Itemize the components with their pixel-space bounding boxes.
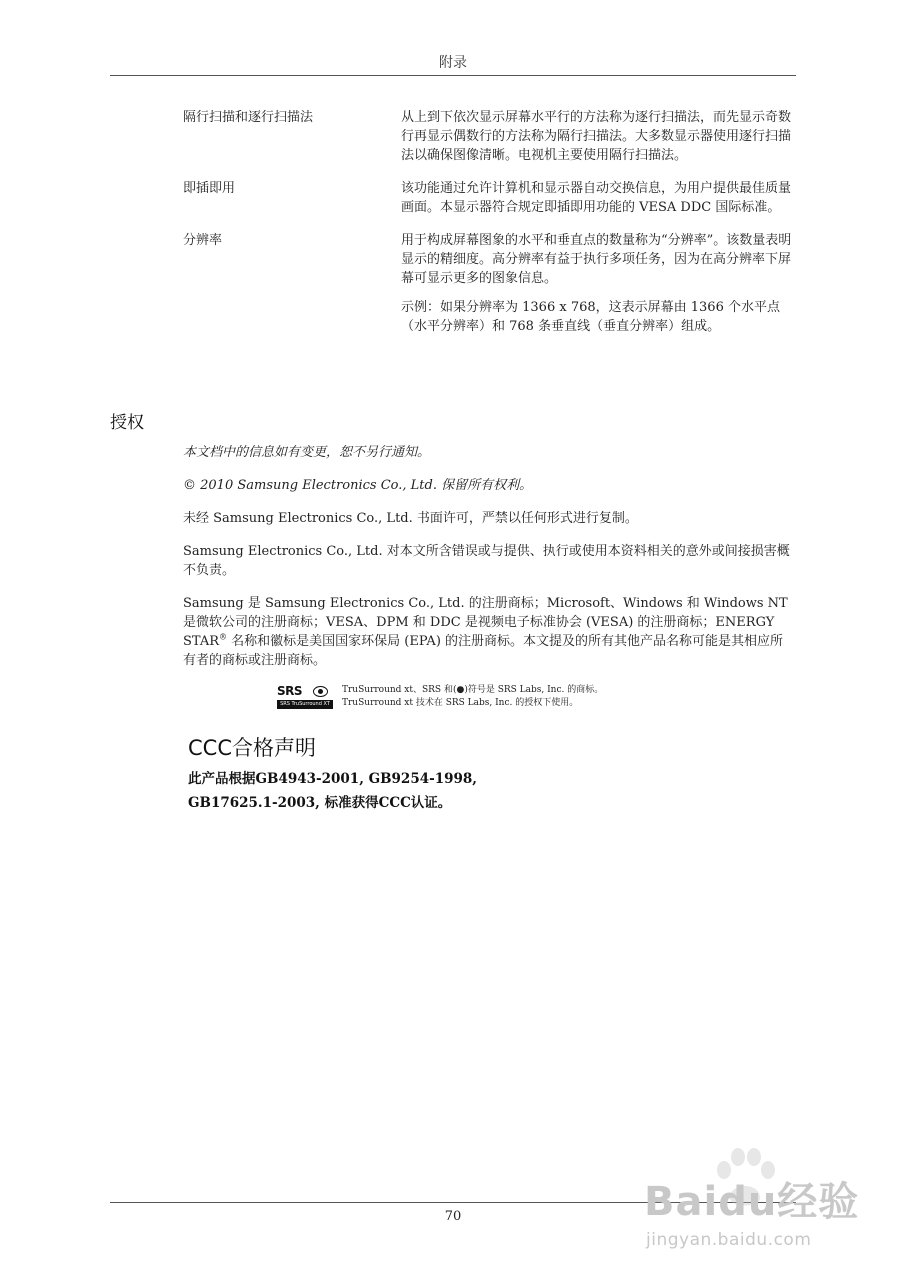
change-notice: 本文档中的信息如有变更，恕不另行通知。 [183,445,431,460]
glossary-entry-resolution [183,231,796,336]
glossary-term: 即插即用 [183,181,236,196]
srs-circle-icon [313,686,328,697]
trademark-text-1: Samsung 是 Samsung Electronics Co., Ltd. 的注册商标；Microsoft、Windows 和 Windows NT 是微软公司的注册商标；VESA、DPM 和 DDC 是视频电子标准协会 (VESA) 的注册商标；ENERGY STAR [183,596,788,649]
glossary-term: 分辨率 [183,233,223,248]
ccc-statement [188,767,588,815]
glossary-list [183,108,796,350]
trademark-notice [183,594,796,670]
definition-paragraph: 用于构成屏幕图象的水平和垂直点的数量称为“分辨率”。该数量表明显示的精细度。高分辨率有益于执行多项任务，因为在高分辨率下屏幕可显示更多的图象信息。 [401,233,792,286]
glossary-term: 隔行扫描和逐行扫描法 [183,110,314,125]
copyright-notice: © 2010 Samsung Electronics Co., Ltd. 保留所有权利。 [183,478,533,493]
ccc-heading: CCC合格声明 [188,736,316,760]
baidu-watermark [636,1148,866,1268]
definition-paragraph: 该功能通过允许计算机和显示器自动交换信息，为用户提供最佳质量画面。本显示器符合规定即插即用功能的 VESA DDC 国际标准。 [401,181,792,215]
reproduction-notice: 未经 Samsung Electronics Co., Ltd. 书面许可，严禁以任何形式进行复制。 [183,511,638,526]
glossary-definition [401,108,796,165]
srs-text [342,684,603,712]
definition-example: 示例：如果分辨率为 1366 x 768，这表示屏幕由 1366 个水平点（水平分辨率）和 768 条垂直线（垂直分辨率）组成。 [401,300,780,334]
license-heading: 授权 [110,413,144,433]
ccc-line-2: GB17625.1-2003, 标准获得CCC认证。 [188,795,452,811]
liability-notice: Samsung Electronics Co., Ltd. 对本文所含错误或与提供、执行或使用本资料相关的意外或间接损害概不负责。 [183,544,790,578]
definition-paragraph: 从上到下依次显示屏幕水平行的方法称为逐行扫描法，而先显示奇数行再显示偶数行的方法称为隔行扫描法。大多数显示器使用逐行扫描法以确保图像清晰。电视机主要使用隔行扫描法。 [401,110,792,163]
srs-logo-band: SRS TruSurround XT [277,700,333,709]
trademark-text-2: 名称和徽标是美国国家环保局 (EPA) 的注册商标。本文提及的所有其他产品名称可能是其相应所有者的商标或注册商标。 [183,634,784,668]
glossary-definition [401,179,796,217]
page-number: 70 [444,1209,462,1224]
srs-line-2: TruSurround xt 技术在 SRS Labs, Inc. 的授权下使用。 [342,698,579,708]
watermark-url: jingyan.baidu.com [646,1230,812,1250]
srs-notice [277,684,737,712]
header-divider [110,75,796,76]
glossary-entry-scan [183,108,796,165]
srs-logo [277,684,333,710]
ccc-line-1: 此产品根据GB4943-2001, GB9254-1998, [188,771,477,787]
license-section [183,443,796,684]
srs-line-1: TruSurround xt、SRS 和(●)符号是 SRS Labs, Inc. 的商标。 [342,685,604,695]
glossary-entry-plug-and-play [183,179,796,217]
page-header-title: 附录 [439,55,467,71]
registered-mark: ® [219,632,228,642]
srs-logo-wordmark: SRS [277,684,303,698]
glossary-definition [401,231,796,336]
watermark-brand: Baidu经验 [644,1179,860,1225]
